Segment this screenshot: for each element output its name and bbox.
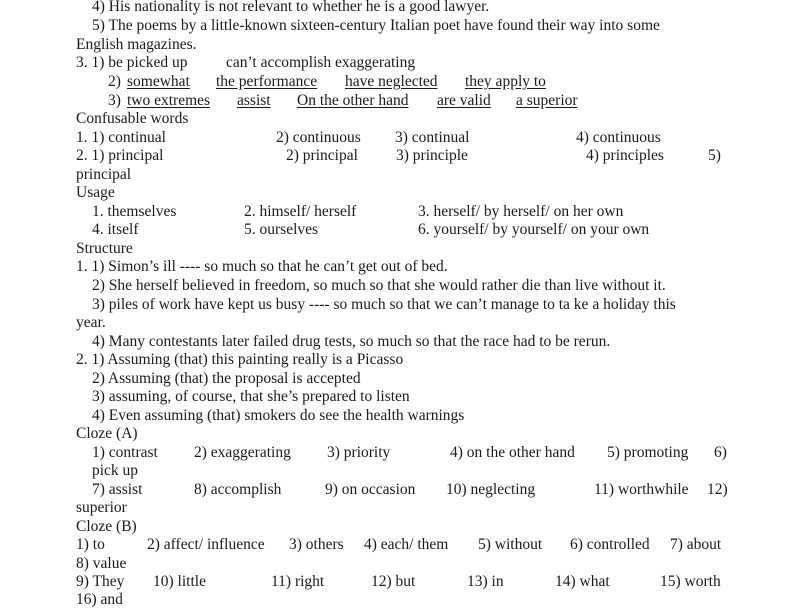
answer-text: 4) on the other hand bbox=[450, 444, 575, 461]
answer-text: 4) each/ them bbox=[364, 536, 449, 553]
answer-text: principal bbox=[76, 166, 132, 183]
answer-text: 11) right bbox=[271, 573, 325, 590]
answer-text: 9) on occasion bbox=[325, 481, 416, 498]
answer-text: 5. ourselves bbox=[244, 221, 319, 238]
answer-text: 10) neglecting bbox=[446, 481, 536, 498]
answer-text: year. bbox=[76, 314, 106, 331]
answer-text: 6) bbox=[714, 444, 727, 461]
answer-text: 3) others bbox=[289, 536, 344, 553]
answer-text: 2) Assuming (that) the proposal is accepted bbox=[92, 370, 361, 387]
answer-text: 2) exaggerating bbox=[194, 444, 291, 461]
answer-text: 4) His nationality is not relevant to whether he is a good lawyer. bbox=[92, 0, 490, 15]
answer-text: 16) and bbox=[76, 591, 123, 608]
underlined-answer: somewhat bbox=[127, 73, 190, 90]
answer-text: 3) piles of work have kept us busy ---- so much so that we can’t manage to ta ke a holiday this bbox=[92, 296, 676, 313]
answer-text: superior bbox=[76, 499, 127, 516]
answer-text: pick up bbox=[92, 462, 139, 479]
answer-text: can’t accomplish exaggerating bbox=[226, 54, 416, 71]
answer-text: 11) worthwhile bbox=[594, 481, 689, 498]
answer-text: 2. himself/ herself bbox=[244, 203, 357, 220]
answer-text: 12) but bbox=[371, 573, 416, 590]
answer-text: 10) little bbox=[153, 573, 206, 590]
underlined-answer: have neglected bbox=[345, 73, 438, 90]
answer-text: 8) value bbox=[76, 555, 127, 572]
answer-text: 3) principle bbox=[396, 147, 468, 164]
underlined-answer: they apply to bbox=[465, 73, 546, 90]
answer-text: 7) assist bbox=[92, 481, 143, 498]
heading-text: Cloze (A) bbox=[76, 425, 138, 442]
answer-text: 15) worth bbox=[660, 573, 721, 590]
heading-text: Cloze (B) bbox=[76, 518, 137, 535]
answer-text: 4) principles bbox=[586, 147, 664, 164]
answer-text: 1. themselves bbox=[92, 203, 177, 220]
answer-text: 2. 1) principal bbox=[76, 147, 164, 164]
answer-text: 5) promoting bbox=[607, 444, 689, 461]
answer-text: 13) in bbox=[467, 573, 504, 590]
answer-text: 5) without bbox=[478, 536, 543, 553]
answer-text: 12) bbox=[707, 481, 728, 498]
heading-text: Usage bbox=[76, 184, 115, 201]
answer-text: 2) affect/ influence bbox=[147, 536, 265, 553]
answer-text: 2) bbox=[108, 73, 121, 90]
underlined-answer: the performance bbox=[216, 73, 318, 90]
answer-text: 2) continuous bbox=[276, 129, 361, 146]
answer-text: 1) contrast bbox=[92, 444, 158, 461]
underlined-answer: two extremes bbox=[127, 92, 211, 109]
answer-text: 1. 1) continual bbox=[76, 129, 166, 146]
answer-text: 3) priority bbox=[327, 444, 391, 461]
answer-text: 1) to bbox=[76, 536, 105, 553]
answer-text: 8) accomplish bbox=[194, 481, 282, 498]
answer-text: 3) assuming, of course, that she’s prepared to listen bbox=[92, 388, 410, 405]
answer-text: 6) controlled bbox=[570, 536, 650, 553]
answer-text: 4) continuous bbox=[576, 129, 661, 146]
answer-text: 9) They bbox=[76, 573, 125, 590]
answer-text: 1. 1) Simon’s ill ---- so much so that he can’t get out of bed. bbox=[76, 258, 448, 275]
underlined-answer: On the other hand bbox=[297, 92, 409, 109]
answer-text: 5) The poems by a little-known sixteen-century Italian poet have found their way into some bbox=[92, 17, 660, 34]
answer-text: 3) continual bbox=[395, 129, 470, 146]
answer-text: 6. yourself/ by yourself/ on your own bbox=[418, 221, 650, 238]
heading-text: Confusable words bbox=[76, 110, 189, 127]
answer-text: 3) bbox=[108, 92, 121, 109]
answer-text: 2) principal bbox=[286, 147, 358, 164]
answer-text: 3. herself/ by herself/ on her own bbox=[418, 203, 624, 220]
answer-text: English magazines. bbox=[76, 36, 197, 53]
answer-text: 3. 1) be picked up bbox=[76, 54, 188, 71]
answer-text: 14) what bbox=[555, 573, 610, 590]
underlined-answer: a superior bbox=[516, 92, 578, 109]
answer-text: 5) bbox=[708, 147, 721, 164]
answer-text: 4) Many contestants later failed drug tests, so much so that the race had to be rerun. bbox=[92, 333, 611, 350]
answer-text: 4) Even assuming (that) smokers do see the health warnings bbox=[92, 407, 465, 424]
answer-text: 2) She herself believed in freedom, so much so that she would rather die than live without it. bbox=[92, 277, 666, 294]
answer-text: 2. 1) Assuming (that) this painting really is a Picasso bbox=[76, 351, 404, 368]
heading-text: Structure bbox=[76, 240, 133, 257]
underlined-answer: assist bbox=[237, 92, 271, 109]
answer-text: 4. itself bbox=[92, 221, 139, 238]
answer-text: 7) about bbox=[670, 536, 722, 553]
underlined-answer: are valid bbox=[437, 92, 491, 109]
